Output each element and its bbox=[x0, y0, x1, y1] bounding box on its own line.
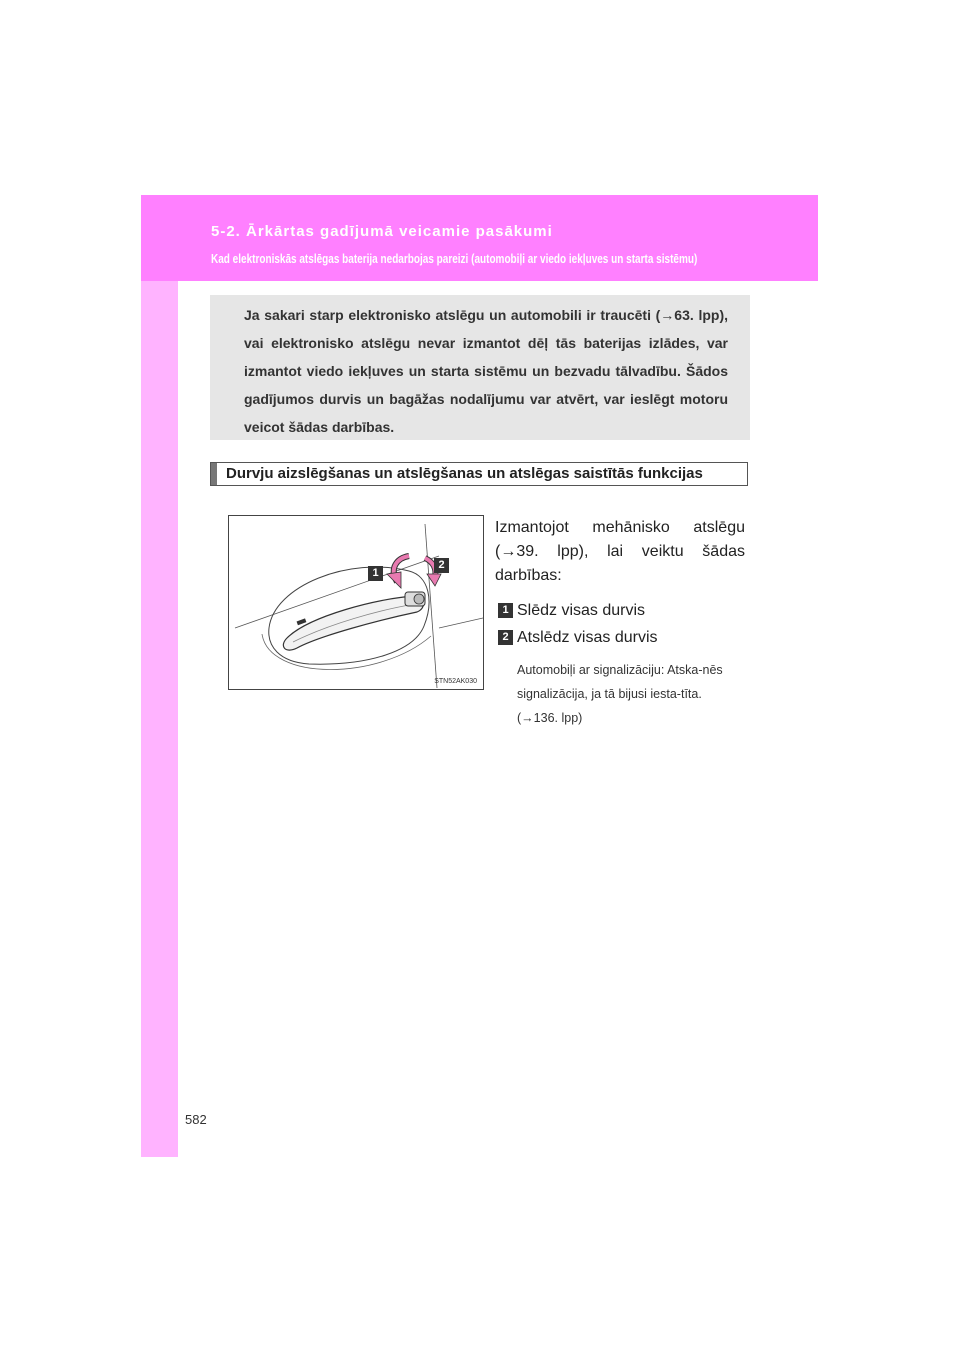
item-number-badge: 1 bbox=[498, 603, 513, 618]
callout-2-label: 2 bbox=[438, 559, 445, 571]
door-handle-drawing bbox=[229, 516, 484, 690]
subheading-text: Durvju aizslēgšanas un atslēgšanas un atslēgas saistītās funkcijas bbox=[226, 465, 703, 482]
section-subtitle: Kad elektroniskās atslēgas baterija nedarbojas pareizi (automobiļi ar viedo iekļuves un starta sistēmu) bbox=[211, 252, 698, 266]
intro-box bbox=[210, 295, 750, 440]
chapter-header bbox=[141, 195, 818, 281]
page-number: 582 bbox=[185, 1112, 207, 1127]
list-item bbox=[495, 625, 745, 650]
item-number-badge: 2 bbox=[498, 630, 513, 645]
alarm-note: Automobiļi ar signalizāciju: Atska-nēs signalizācija, ja tā bijusi iesta-tīta. bbox=[517, 663, 723, 701]
lead-text: Izmantojot mehānisko atslēgu (→39. lpp), lai veiktu šādas darbības: bbox=[495, 519, 745, 584]
item-label: Atslēdz visas durvis bbox=[517, 629, 658, 646]
callout-1-label: 1 bbox=[372, 567, 379, 579]
subheading bbox=[210, 462, 748, 486]
list-item bbox=[495, 598, 745, 623]
side-band bbox=[141, 195, 178, 1157]
instructions-column bbox=[495, 516, 745, 730]
item-label: Slēdz visas durvis bbox=[517, 602, 646, 619]
subheading-marker bbox=[211, 463, 217, 485]
section-title: 5-2. Ārkārtas gadījumā veicamie pasākumi bbox=[211, 223, 553, 240]
door-handle-illustration bbox=[228, 515, 484, 690]
illustration-code: STN52AK030 bbox=[434, 678, 477, 685]
intro-text: Ja sakari starp elektronisko atslēgu un automobili ir traucēti (→63. lpp), vai elektronisko atslēgu nevar izmantot dēļ tās baterijas izlādes, var izmantot viedo iekļuves un starta sistēmu un bezvadu tālvadību. Šādos gadījumos durvis un bagāžas nodalījumu var atvērt, var ieslēgt motoru veicot šādas darbības. bbox=[244, 307, 728, 435]
page-reference: (→136. lpp) bbox=[517, 711, 583, 725]
